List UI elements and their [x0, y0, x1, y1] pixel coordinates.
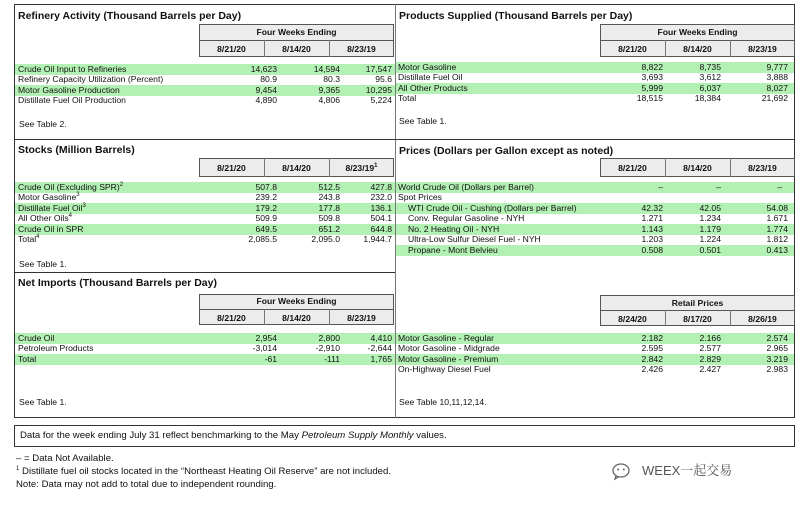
table-row: Motor Gasoline - Midgrade 2.595 2.577 2.965: [398, 343, 788, 353]
products-col-3: 8/23/19: [748, 44, 777, 54]
imports-note: See Table 1.: [19, 397, 67, 407]
refinery-title: Refinery Activity (Thousand Barrels per Day): [18, 10, 242, 22]
imports-col-3: 8/23/19: [347, 313, 376, 323]
watermark-text: WEEX一起交易: [642, 463, 733, 478]
refinery-col-1: 8/21/20: [217, 44, 246, 54]
footnote-rounding: Note: Data may not add to total due to independent rounding.: [16, 479, 277, 490]
imports-title: Net Imports (Thousand Barrels per Day): [18, 277, 217, 289]
prices-title: Prices (Dollars per Gallon except as noted): [399, 145, 614, 157]
stocks-col-1: 8/21/20: [217, 163, 246, 173]
table-row: Motor Gasoline Production 9,454 9,365 10,295: [15, 85, 395, 96]
refinery-col-3: 8/23/19: [347, 44, 376, 54]
table-row: WTI Crude Oil - Cushing (Dollars per Barrel) 42.32 42.05 54.08: [396, 203, 794, 214]
table-row: On-Highway Diesel Fuel 2.426 2.427 2.983: [398, 364, 788, 374]
products-col-1: 8/21/20: [618, 44, 647, 54]
refinery-header-rule: [199, 40, 394, 41]
table-row: Motor Gasoline - Regular 2.182 2.166 2.574: [396, 333, 794, 344]
table-row: Total$^4$ 2,085.5 2,095.0 1,944.7: [18, 234, 392, 244]
table-row: Crude Oil Input to Refineries 14,623 14,594 17,547: [15, 64, 395, 75]
table-row: World Crude Oil (Dollars per Barrel) – – –: [396, 182, 794, 193]
products-note: See Table 1.: [399, 116, 447, 126]
imports-col-1: 8/21/20: [217, 313, 246, 323]
table-row: Total -61 -111 1,765: [15, 354, 395, 365]
table-row: Petroleum Products -3,014 -2,910 -2,644: [18, 343, 392, 353]
table-row: All Other Oils$^4$ 509.9 509.8 504.1: [18, 213, 392, 223]
table-row: Motor Gasoline$^3$ 239.2 243.8 232.0: [18, 192, 392, 202]
refinery-group-header: Four Weeks Ending: [256, 27, 337, 37]
retail-col-1: 8/24/20: [618, 314, 647, 324]
stocks-note: See Table 1.: [19, 259, 67, 269]
refinery-col-2: 8/14/20: [282, 44, 311, 54]
table-row: Motor Gasoline - Premium 2.842 2.829 3.219: [396, 354, 794, 365]
products-col-2: 8/14/20: [683, 44, 712, 54]
table-row: Refinery Capacity Utilization (Percent) 80.9 80.3 95.6: [18, 74, 392, 84]
table-row: Total 18,515 18,384 21,692: [398, 93, 788, 103]
stocks-title: Stocks (Million Barrels): [18, 144, 135, 156]
watermark: [612, 461, 802, 485]
footnote-na: – = Data Not Available.: [16, 453, 114, 464]
table-row: Crude Oil (Excluding SPR)$^2$ 507.8 512.5 427.8: [15, 182, 395, 193]
table-row: Spot Prices: [398, 192, 442, 202]
table-row: Crude Oil in SPR 649.5 651.2 644.8: [15, 224, 395, 235]
refinery-note: See Table 2.: [19, 119, 67, 129]
imports-group-header: Four Weeks Ending: [256, 296, 337, 306]
prices-col-1: 8/21/20: [618, 163, 647, 173]
retail-group-header: Retail Prices: [671, 298, 724, 308]
retail-col-3: 8/26/19: [748, 314, 777, 324]
table-row: Conv. Regular Gasoline - NYH 1.271 1.234 1.671: [408, 213, 788, 223]
table-row: Distillate Fuel Oil$^3$ 179.2 177.8 136.1: [15, 203, 395, 214]
benchmark-note: Data for the week ending July 31 reflect benchmarking to the May Petroleum Supply Monthly values.: [20, 430, 447, 441]
table-row: Ultra-Low Sulfur Diesel Fuel - NYH 1.203 1.224 1.812: [408, 234, 788, 244]
prices-col-3: 8/23/19: [748, 163, 777, 173]
retail-note: See Table 10,11,12,14.: [399, 397, 487, 407]
section-divider-2: [14, 272, 395, 273]
table-row: All Other Products 5,999 6,037 8,027: [396, 83, 794, 94]
table-row: Motor Gasoline 8,822 8,735 9,777: [396, 62, 794, 73]
stocks-col-2: 8/14/20: [282, 163, 311, 173]
table-row: Distillate Fuel Oil 3,693 3,612 3,888: [398, 72, 788, 82]
products-title: Products Supplied (Thousand Barrels per Day): [399, 10, 633, 22]
section-divider-1: [14, 139, 795, 140]
products-group-header: Four Weeks Ending: [657, 27, 738, 37]
imports-col-2: 8/14/20: [282, 313, 311, 323]
prices-col-2: 8/14/20: [683, 163, 712, 173]
stocks-col-3: $8/23/19^1$: [345, 163, 378, 173]
table-row: Propane - Mont Belvieu 0.508 0.501 0.413: [396, 245, 794, 256]
table-row: Distillate Fuel Oil Production 4,890 4,806 5,224: [18, 95, 392, 105]
table-row: No. 2 Heating Oil - NYH 1.143 1.179 1.774: [396, 224, 794, 235]
retail-col-2: 8/17/20: [683, 314, 712, 324]
wechat-logo-icon: [612, 462, 634, 484]
table-row: Crude Oil 2,954 2,800 4,410: [15, 333, 395, 344]
footnote-distillate: $^1$ Distillate fuel oil stocks located in the “Northeast Heating Oil Reserve” are not included.: [16, 465, 392, 477]
